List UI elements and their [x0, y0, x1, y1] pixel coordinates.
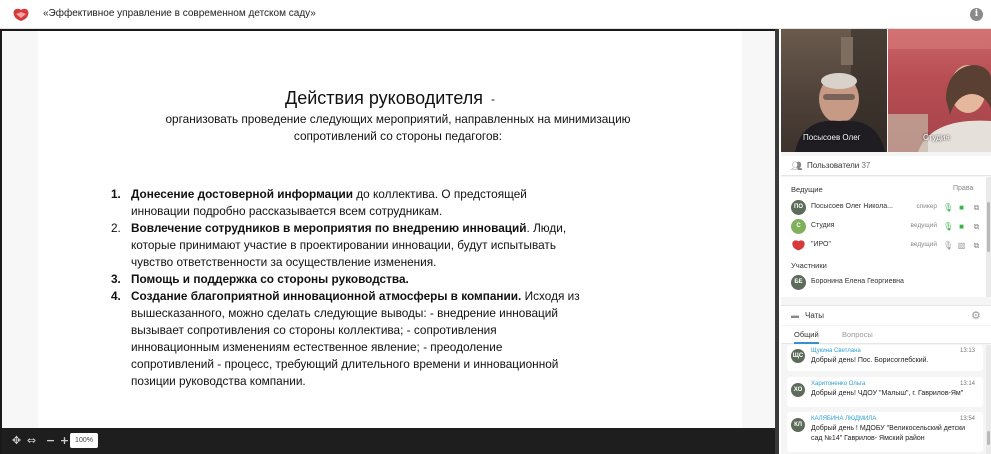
user-name: Боронина Елена Георгиевна — [811, 278, 904, 285]
list-text — [131, 288, 581, 390]
user-role: спикер — [916, 203, 937, 210]
chat-tabs — [781, 326, 991, 344]
camera-off-icon[interactable]: ▧ — [957, 241, 966, 250]
user-role: ведущий — [910, 222, 937, 229]
list-text — [131, 220, 581, 271]
users-label — [807, 161, 870, 170]
list-number: 1. — [111, 187, 121, 201]
slide-title — [38, 88, 742, 109]
mic-on-icon[interactable]: 🎙︎ — [943, 203, 954, 212]
gear-icon[interactable]: ⚙ — [971, 310, 981, 322]
user-role: ведущий — [910, 241, 937, 248]
mic-on-icon[interactable]: 🎙︎ — [943, 222, 954, 231]
message-text: Добрый день ! МДОБУ "Великосельский детски сад №14" Гаврилов- Ямский район — [811, 425, 966, 442]
users-label-text: Пользователи — [807, 161, 860, 170]
camera-on-icon[interactable]: ■ — [959, 203, 964, 212]
video-name: Студия — [923, 133, 950, 142]
slide-subtitle — [98, 111, 698, 145]
message-author: КАЛЯБИНА ЛЮДМИЛА — [811, 416, 877, 422]
slide — [38, 31, 742, 428]
info-icon[interactable]: i — [970, 8, 983, 21]
video-name: Посысоев Олег — [803, 133, 861, 142]
slide-subtitle-line: организовать проведение следующих мероприятий, направленных на минимизацию — [165, 112, 631, 126]
slide-list-item — [111, 186, 581, 220]
avatar-logo-icon — [791, 238, 806, 253]
presentation-canvas — [2, 31, 775, 454]
users-count: 37 — [861, 161, 871, 170]
zoom-in-button[interactable]: + — [59, 434, 70, 447]
users-list — [781, 177, 986, 297]
scroll-thumb[interactable] — [987, 431, 990, 445]
chat-message — [787, 377, 983, 407]
slide-subtitle-line: сопротивлений со стороны педагогов: — [293, 129, 503, 143]
message-author: Щукина Светлана — [811, 348, 861, 354]
user-row[interactable] — [791, 275, 981, 291]
message-text: Добрый день! Пос. Борисоглебский. — [811, 357, 929, 364]
user-name: Посысоев Олег Никола... — [811, 203, 893, 210]
participants-section-title: Участники — [791, 261, 827, 270]
users-scrollbar[interactable] — [986, 177, 991, 297]
user-name: Студия — [811, 222, 835, 229]
list-rest-text: . Люди, которые принимают участие в проектировании инновации, будут испытывать чувство ответственности за осуществление изменения. — [131, 221, 567, 269]
chat-messages — [781, 345, 986, 454]
users-icon: 👥︎ — [791, 161, 803, 171]
tab-general[interactable]: Общий — [794, 330, 819, 344]
avatar: КЛ — [791, 418, 805, 432]
screen-share-icon[interactable]: ⧉ — [973, 241, 980, 250]
top-bar — [0, 0, 991, 29]
chats-label: Чаты — [805, 311, 825, 320]
users-header[interactable] — [781, 156, 991, 176]
list-text — [131, 186, 581, 220]
slide-title-text: Действия руководителя — [285, 88, 483, 108]
list-number: 2. — [111, 221, 121, 235]
logo-icon — [12, 8, 30, 22]
message-text: Добрый день! ЧДОУ "Малыш", г. Гаврилов-Ям" — [811, 390, 964, 397]
screen-share-icon[interactable]: ⧉ — [973, 203, 980, 212]
scroll-thumb[interactable] — [987, 202, 990, 252]
avatar: ХО — [791, 383, 805, 397]
tab-questions[interactable]: Вопросы — [842, 330, 873, 339]
slide-list-item — [111, 271, 581, 288]
list-bold-text: Создание благоприятной инновационной атмосферы в компании. — [131, 289, 522, 303]
user-row[interactable] — [791, 200, 981, 216]
list-number: 4. — [111, 289, 121, 303]
list-rest-text: до коллектива. О предстоящей инновации подробно рассказывается всем сотрудникам. — [131, 187, 527, 218]
slide-list-item — [111, 220, 581, 271]
avatar: С — [791, 219, 806, 234]
chat-icon: ▬ — [791, 311, 799, 320]
list-text — [131, 271, 581, 288]
slide-list — [111, 186, 581, 390]
slide-list-item — [111, 288, 581, 390]
user-row[interactable] — [791, 238, 981, 254]
message-time: 13:14 — [959, 381, 975, 387]
list-bold-text: Помощь и поддержка со стороны руководства. — [131, 272, 409, 286]
zoom-out-button[interactable]: − — [45, 434, 56, 447]
event-title: «Эффективное управление в современном детском саду» — [43, 8, 316, 19]
video-tile[interactable] — [888, 29, 991, 152]
presentation-scrollbar[interactable] — [775, 29, 779, 454]
list-bold-text: Вовлечение сотрудников в мероприятия по внедрению инноваций — [131, 221, 527, 235]
message-time: 13:13 — [959, 348, 975, 354]
presentation-toolbar — [2, 428, 775, 454]
chat-scrollbar[interactable] — [986, 345, 991, 454]
right-panel — [781, 29, 991, 454]
fit-width-icon[interactable]: ⇔ — [26, 434, 37, 447]
slide-title-dash: - — [491, 92, 495, 107]
user-name: "ИРО" — [811, 241, 831, 248]
zoom-level[interactable]: 100% — [70, 433, 98, 448]
list-number: 3. — [111, 272, 121, 286]
chat-message — [787, 345, 983, 371]
message-time: 13:54 — [959, 416, 975, 422]
chats-header[interactable] — [781, 305, 991, 325]
user-row[interactable] — [791, 219, 981, 235]
avatar: ПО — [791, 200, 806, 215]
chat-message — [787, 412, 983, 452]
avatar: ЩС — [791, 349, 805, 363]
move-icon[interactable]: ✥ — [11, 434, 22, 447]
presentation-area — [0, 29, 779, 454]
list-bold-text: Донесение достоверной информации — [131, 187, 353, 201]
list-rest-text: Исходя из вышесказанного, можно сделать следующие выводы: - внедрение инноваций вызывает сопротивления со стороны коллектива; - сопротивления инновационным изменениям естественное явление; - преодоление сопротивлений - процесс, требующий длительного времени и инновационной позиции руководства компании. — [131, 289, 580, 388]
screen-share-icon[interactable]: ⧉ — [973, 222, 980, 231]
leaders-section-title: Ведущие — [791, 185, 823, 194]
video-tile[interactable] — [781, 29, 887, 152]
mic-off-icon[interactable]: 🎙︎ — [943, 241, 954, 250]
rights-label: Права — [953, 185, 974, 192]
avatar: БЕ — [791, 275, 806, 290]
camera-on-icon[interactable]: ■ — [959, 222, 964, 231]
message-author: Харитоненко Ольга — [811, 381, 866, 387]
